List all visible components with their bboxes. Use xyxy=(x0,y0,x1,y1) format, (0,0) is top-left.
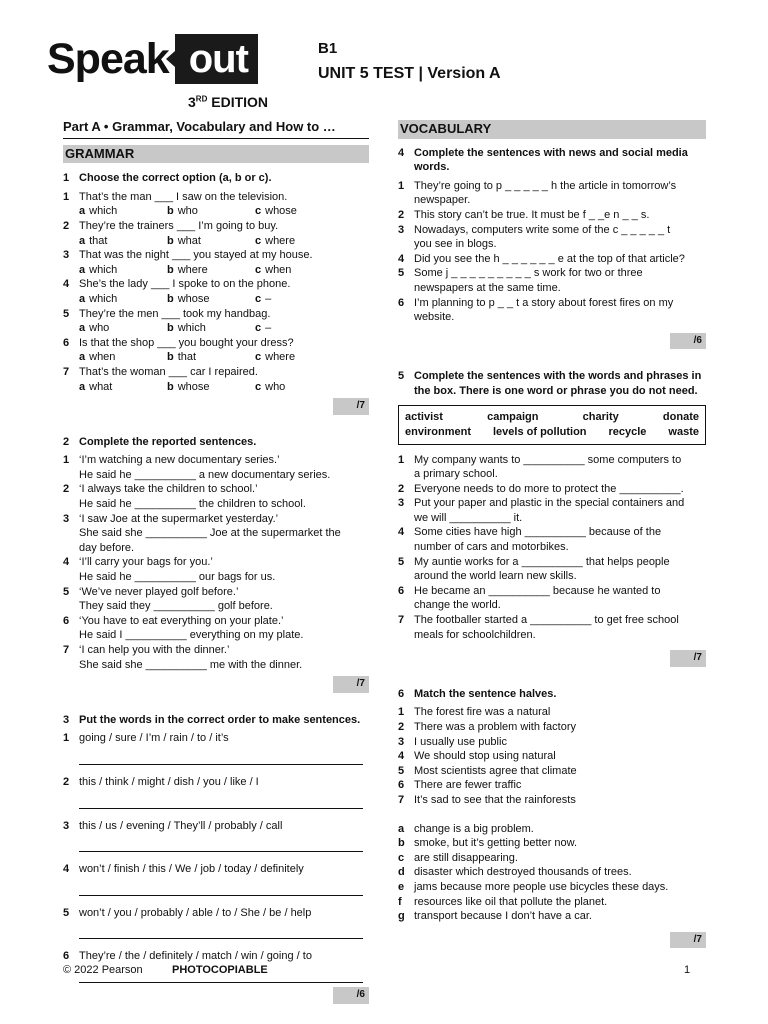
answer-line[interactable] xyxy=(79,922,363,939)
q2-item: 3 ‘I saw Joe at the supermarket yesterday.’ xyxy=(63,512,279,525)
q1-item: 7 That’s the woman ___ car I repaired. xyxy=(63,365,258,378)
q2-item: 1 ‘I’m watching a new documentary series.’ xyxy=(63,454,280,467)
q4-item-cont: newspapers at the same time. xyxy=(414,281,561,294)
q2-quote: ‘I’ll carry your bags for you.’ xyxy=(79,556,213,569)
q2-quote: ‘You have to eat everything on your plate.’ xyxy=(79,614,284,627)
q1-options xyxy=(63,234,369,249)
q6-first-half[interactable]: 3 I usually use public xyxy=(398,735,507,748)
q1-item-text: That was the night ___ you stayed at my house. xyxy=(79,249,313,262)
q4-item: 2 This story can’t be true. It must be f _ _e n _ _ s. xyxy=(398,208,650,221)
question-3: 3 Put the words in the correct order to make sentences. 1 going / sure / I’m / rain / to / it’s 2 this / think / might / dish / you / like / I 3 this / us / evening / They’ll / probably / call 4 won’t / finish / this / We / job / today / definitely 5 won’t / you / probably / able / to / She / be / help 6 They’re / the / definitely / match / win / going / to /6 xyxy=(63,713,369,1004)
q2-score: /7 xyxy=(333,676,369,693)
q2-reported-line[interactable]: She said she __________ me with the dinner. xyxy=(79,658,303,671)
q5-item: 7 The footballer started a __________ to get free school xyxy=(398,614,679,627)
q1-item: 6 Is that the shop ___ you bought your dress? xyxy=(63,336,294,349)
q6-first-half[interactable]: 7 It’s sad to see that the rainforests xyxy=(398,793,576,806)
part-title: Part A • Grammar, Vocabulary and How to … xyxy=(63,120,369,139)
q6-second-half[interactable]: c are still disappearing. xyxy=(398,851,518,864)
q2-item: 7 ‘I can help you with the dinner.’ xyxy=(63,644,230,656)
q6-second-half[interactable]: f resources like oil that pollute the planet. xyxy=(398,895,608,908)
q2-instruction: Complete the reported sentences. xyxy=(79,435,257,448)
vocabulary-heading: VOCABULARY xyxy=(398,120,706,139)
question-6: 6 Match the sentence halves. 1 The forest fire was a natural 2 There was a problem with factory 3 I usually use public 4 We should stop using natural 5 Most scientists agree that climate 6 There are fewer traffic 7 It’s sad to see that the rainforests a change is a big problem. b smoke, but it’s getting better now. c are still disappearing. d disaster which destroyed thousands of trees. e jams because more people use bicycles these days. f resources like oil that pollute the planet. g transport because I don’t have a car. /7 xyxy=(398,687,706,949)
option-a[interactable]: a who xyxy=(79,322,110,335)
q2-reported-line[interactable]: He said he __________ a new documentary series. xyxy=(79,468,331,481)
q2-item: 6 ‘You have to eat everything on your plate.’ xyxy=(63,614,284,627)
q5-item-text[interactable]: He became an __________ because he wanted to xyxy=(414,584,661,597)
answer-line[interactable] xyxy=(79,748,363,765)
q5-item-text[interactable]: My company wants to __________ some computers to xyxy=(414,453,682,466)
q2-quote: ‘I saw Joe at the supermarket yesterday.’ xyxy=(79,512,279,525)
option-c[interactable]: c – xyxy=(255,322,272,335)
q2-reported-line[interactable]: He said he __________ our bags for us. xyxy=(79,571,276,584)
left-column xyxy=(63,120,369,1004)
q1-options xyxy=(63,263,369,278)
q3-words: this / us / evening / They’ll / probably / call xyxy=(79,819,283,832)
q1-options xyxy=(63,380,369,395)
box-word: charity xyxy=(582,410,619,423)
word-box xyxy=(398,405,706,445)
option-b[interactable]: b where xyxy=(167,263,208,276)
q2-quote: ‘I can help you with the dinner.’ xyxy=(79,644,230,656)
grammar-heading: GRAMMAR xyxy=(63,145,369,164)
q2-reported-line[interactable]: She said she __________ Joe at the supermarket the xyxy=(79,527,341,540)
option-b[interactable]: b whose xyxy=(167,380,210,393)
option-b[interactable]: b that xyxy=(167,351,197,364)
option-b[interactable]: b which xyxy=(167,322,206,335)
q4-item: 6 I’m planning to p _ _ t a story about forest fires on my xyxy=(398,296,674,309)
q5-item-cont: change the world. xyxy=(414,599,501,612)
q3-item: 4 won’t / finish / this / We / job / today / definitely xyxy=(63,863,304,876)
footer-page-number: 1 xyxy=(684,964,691,976)
footer-copyright: © 2022 Pearson xyxy=(63,964,143,976)
q4-item-text[interactable]: They’re going to p _ _ _ _ _ h the article in tomorrow’s xyxy=(414,179,677,192)
option-b[interactable]: b who xyxy=(167,205,198,218)
box-word: environment xyxy=(405,425,472,438)
q5-item-text[interactable]: Put your paper and plastic in the special containers and xyxy=(414,497,685,510)
q5-item: 1 My company wants to __________ some computers to xyxy=(398,453,682,466)
option-a[interactable]: a which xyxy=(79,205,118,218)
unit-title: UNIT 5 TEST | Version A xyxy=(318,65,501,82)
q4-item-text[interactable]: This story can’t be true. It must be f _ _e n _ _ s. xyxy=(414,208,650,221)
q3-instruction: Put the words in the correct order to make sentences. xyxy=(79,713,361,726)
q3-words: won’t / you / probably / able / to / She / be / help xyxy=(79,906,312,919)
q3-words: going / sure / I’m / rain / to / it’s xyxy=(79,732,229,745)
q4-item-cont: website. xyxy=(414,311,455,324)
q1-item: 1 That’s the man ___ I saw on the television. xyxy=(63,190,288,203)
box-word: campaign xyxy=(487,410,539,423)
q1-item-text: They’re the men ___ took my handbag. xyxy=(79,307,271,320)
q4-item-text[interactable]: Some j _ _ _ _ _ _ _ _ _ s work for two or three xyxy=(414,267,643,280)
q6-first-half[interactable]: 2 There was a problem with factory xyxy=(398,721,577,733)
q6-second-half[interactable]: d disaster which destroyed thousands of trees. xyxy=(398,866,632,879)
q5-item-text[interactable]: The footballer started a __________ to get free school xyxy=(414,614,679,627)
box-word: levels of pollution xyxy=(493,425,587,438)
q6-second-half[interactable]: e jams because more people use bicycles these days. xyxy=(398,880,669,893)
q4-item-cont: you see in blogs. xyxy=(414,238,497,251)
q4-item: 4 Did you see the h _ _ _ _ _ _ e at the top of that article? xyxy=(398,252,685,265)
q5-item-text[interactable]: My auntie works for a __________ that helps people xyxy=(414,555,670,568)
q1-item: 5 They’re the men ___ took my handbag. xyxy=(63,307,271,320)
q5-item-text[interactable]: Everyone needs to do more to protect the __________. xyxy=(414,482,684,495)
q1-options xyxy=(63,204,369,219)
q2-quote: ‘We’ve never played golf before.’ xyxy=(79,585,239,598)
q5-item-cont: we will __________ it. xyxy=(414,511,523,524)
q2-reported-line[interactable]: He said he __________ the children to school. xyxy=(79,498,306,511)
option-a[interactable]: a what xyxy=(79,380,113,393)
q4-item: 5 Some j _ _ _ _ _ _ _ _ _ s work for two or three xyxy=(398,267,643,280)
q2-item: 5 ‘We’ve never played golf before.’ xyxy=(63,585,239,598)
q4-item: 3 Nowadays, computers write some of the c _ _ _ _ _ t xyxy=(398,223,671,236)
q6-first-half[interactable]: 4 We should stop using natural xyxy=(398,750,556,763)
q1-options xyxy=(63,350,369,365)
box-word: waste xyxy=(668,425,699,438)
q4-item-text[interactable]: I’m planning to p _ _ t a story about forest fires on my xyxy=(414,296,674,309)
q5-item-cont: a primary school. xyxy=(414,468,498,481)
q1-item-text: Is that the shop ___ you bought your dress? xyxy=(79,336,294,349)
option-c[interactable]: c who xyxy=(255,380,286,393)
q2-item: 2 ‘I always take the children to school.’ xyxy=(63,483,258,496)
question-1: 1 Choose the correct option (a, b or c). 1 That’s the man ___ I saw on the television. a which b who c whose 2 They’re the trainers ___ I’m going to buy. a that b what c where 3 That was the night ___ you stayed at my house. a which b where c when 4 She’s the lady ___ I spoke to on the phone. a which b whose c – 5 They’re the men ___ took my handbag. a who b which c – 6 Is that the shop ___ you bought your dress? a when b that c where 7 That’s the woman ___ car I repaired. a what b whose c who /7 xyxy=(63,171,369,415)
q3-item: 1 going / sure / I’m / rain / to / it’s xyxy=(63,732,229,745)
q5-item: 2 Everyone needs to do more to protect the __________. xyxy=(398,482,684,495)
question-5: 5 Complete the sentences with the words and phrases in the box. There is one word or phrase you do not need. activist campaign charity donate environment levels of pollution recycle waste 1 My company wants to __________ some computers to a primary school. 2 Everyone needs to do more to protect the __________. 3 Put your paper and plastic in the special containers and we will __________ it. 4 Some cities have high __________ because of the number of cars and motorbikes. 5 My auntie works for a __________ that helps people around the world learn new skills. 6 He became an __________ because he wanted to change the world. 7 The footballer started a __________ to get free school meals for schoolchildren. /7 xyxy=(398,369,706,667)
option-a[interactable]: a when xyxy=(79,351,116,364)
q1-item-text: They’re the trainers ___ I’m going to buy. xyxy=(79,219,279,232)
q3-words: won’t / finish / this / We / job / today / definitely xyxy=(79,863,304,876)
q6-first-half[interactable]: 5 Most scientists agree that climate xyxy=(398,764,577,777)
question-4: 4 Complete the sentences with news and social media words. 1 They’re going to p _ _ _ _ _ h the article in tomorrow’s newspaper. 2 This story can’t be true. It must be f _ _e n _ _ s. 3 Nowadays, computers write some of the c _ _ _ _ _ t you see in blogs. 4 Did you see the h _ _ _ _ _ _ e at the top of that article? 5 Some j _ _ _ _ _ _ _ _ _ s work for two or three newspapers at the same time. 6 I’m planning to p _ _ t a story about forest fires on my website. /6 xyxy=(398,146,706,350)
answer-line[interactable] xyxy=(79,792,363,809)
option-a[interactable]: a which xyxy=(79,292,118,305)
q5-item: 6 He became an __________ because he wanted to xyxy=(398,584,661,597)
q1-item-text: That’s the man ___ I saw on the television. xyxy=(79,190,288,203)
q4-item-cont: newspaper. xyxy=(414,194,471,207)
q3-item: 5 won’t / you / probably / able / to / She / be / help xyxy=(63,906,312,919)
q3-score: /6 xyxy=(333,987,369,1004)
level-label: B1 xyxy=(318,40,338,57)
q4-item: 1 They’re going to p _ _ _ _ _ h the article in tomorrow’s xyxy=(398,179,677,192)
q6-instruction: Match the sentence halves. xyxy=(414,687,557,700)
q3-item: 3 this / us / evening / They’ll / probably / call xyxy=(63,819,283,832)
q4-instruction: Complete the sentences with news and social media words. xyxy=(414,146,688,174)
q5-item-cont: meals for schoolchildren. xyxy=(414,628,536,641)
right-column xyxy=(398,120,706,948)
option-b[interactable]: b whose xyxy=(167,292,210,305)
q5-item-cont: number of cars and motorbikes. xyxy=(414,541,569,554)
q5-item-text[interactable]: Some cities have high __________ because of the xyxy=(414,526,662,539)
q6-score: /7 xyxy=(670,932,706,949)
option-b[interactable]: b what xyxy=(167,234,201,247)
q2-reported-line[interactable]: They said they __________ golf before. xyxy=(79,600,273,613)
answer-line[interactable] xyxy=(79,835,363,852)
q1-score: /7 xyxy=(333,398,369,415)
q6-second-half[interactable]: b smoke, but it’s getting better now. xyxy=(398,837,578,850)
option-c[interactable]: c where xyxy=(255,351,296,364)
q3-item: 2 this / think / might / dish / you / like / I xyxy=(63,775,259,788)
box-word: donate xyxy=(662,410,699,423)
box-word: recycle xyxy=(608,425,647,438)
q2-reported-line[interactable]: He said I __________ everything on my plate. xyxy=(79,629,304,642)
q4-item-text[interactable]: Nowadays, computers write some of the c _ _ _ _ _ t xyxy=(414,223,671,236)
speakout-logo xyxy=(47,34,258,84)
q2-quote: ‘I’m watching a new documentary series.’ xyxy=(79,454,280,467)
q2-reported-line[interactable]: day before. xyxy=(79,541,135,554)
q5-item: 5 My auntie works for a __________ that helps people xyxy=(398,555,670,568)
option-a[interactable]: a that xyxy=(79,234,108,247)
footer-photocopiable: PHOTOCOPIABLE xyxy=(172,964,268,976)
option-a[interactable]: a which xyxy=(79,263,118,276)
q3-words: this / think / might / dish / you / like / I xyxy=(79,775,259,788)
q3-item: 6 They’re / the / definitely / match / win / going / to xyxy=(63,950,312,963)
option-c[interactable]: c whose xyxy=(255,205,297,218)
q2-quote: ‘I always take the children to school.’ xyxy=(79,483,258,496)
q1-options xyxy=(63,292,369,307)
q6-first-half[interactable]: 1 The forest fire was a natural xyxy=(398,706,551,719)
q1-options xyxy=(63,321,369,336)
q3-words: They’re / the / definitely / match / win / going / to xyxy=(79,950,312,963)
q4-score: /6 xyxy=(670,333,706,350)
edition-label: 3RD EDITION xyxy=(188,94,269,110)
q1-item: 3 That was the night ___ you stayed at my house. xyxy=(63,249,313,262)
q1-item-text: She’s the lady ___ I spoke to on the phone. xyxy=(79,278,291,291)
q5-instruction: Complete the sentences with the words and phrases in the box. There is one word or phrase you do not need. xyxy=(414,370,702,397)
q6-second-half[interactable]: g transport because I don’t have a car. xyxy=(398,910,592,923)
q5-item-cont: around the world learn new skills. xyxy=(414,570,577,583)
question-2: 2 Complete the reported sentences. 1 ‘I’m watching a new documentary series.’ He said he __________ a new documentary series. 2 ‘I always take the children to school.’ He said he __________ the children to school. 3 ‘I saw Joe at the supermarket yesterday.’ She said she __________ Joe at the supermarket the day before. 4 ‘I’ll carry your bags for you.’ He said he __________ our bags for us. 5 ‘We’ve never played golf before.’ They said they __________ golf before. 6 ‘You have to eat everything on your plate.’ He said I __________ everything on my plate. 7 ‘I can help you with the dinner.’ She said she __________ me with the dinner. /7 xyxy=(63,435,369,693)
q4-item-text[interactable]: Did you see the h _ _ _ _ _ _ e at the top of that article? xyxy=(414,252,685,265)
answer-line[interactable] xyxy=(79,879,363,896)
logo-speak: Speak xyxy=(47,35,169,83)
q5-score: /7 xyxy=(670,650,706,667)
logo-out: out xyxy=(175,34,258,84)
option-c[interactable]: c where xyxy=(255,234,296,247)
q2-item: 4 ‘I’ll carry your bags for you.’ xyxy=(63,556,213,569)
q6-first-half[interactable]: 6 There are fewer traffic xyxy=(398,779,522,792)
option-c[interactable]: c when xyxy=(255,263,292,276)
q1-item: 2 They’re the trainers ___ I’m going to buy. xyxy=(63,219,279,232)
q1-item-text: That’s the woman ___ car I repaired. xyxy=(79,365,258,378)
q5-item: 4 Some cities have high __________ because of the xyxy=(398,526,662,539)
box-word: activist xyxy=(405,410,443,423)
option-c[interactable]: c – xyxy=(255,292,272,305)
q1-item: 4 She’s the lady ___ I spoke to on the phone. xyxy=(63,278,291,291)
q5-item: 3 Put your paper and plastic in the special containers and xyxy=(398,497,685,510)
q6-second-half[interactable]: a change is a big problem. xyxy=(398,822,534,835)
q1-instruction: Choose the correct option (a, b or c). xyxy=(79,172,272,185)
